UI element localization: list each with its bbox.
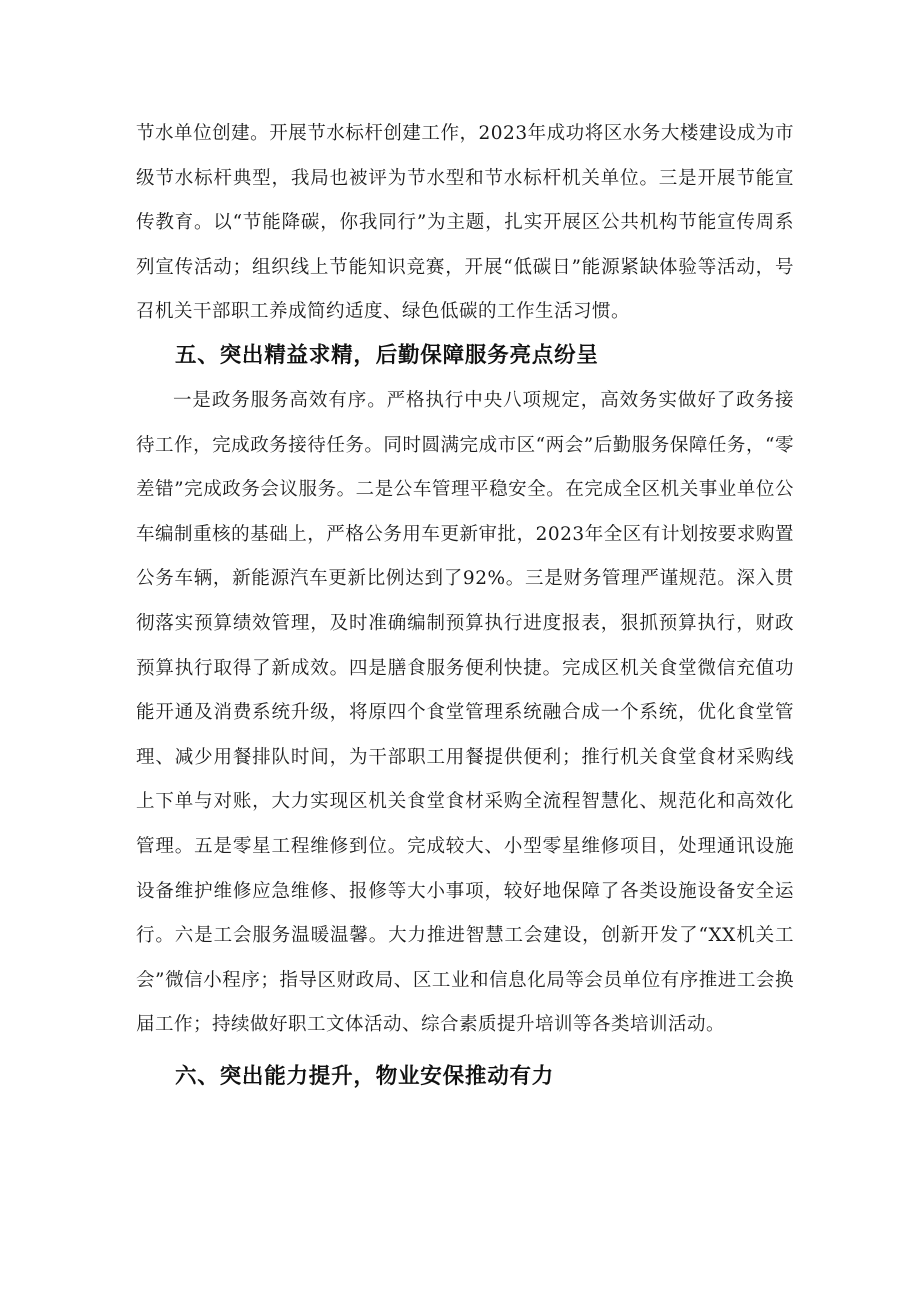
section-heading-5: 五、突出精益求精，后勤保障服务亮点纷呈 bbox=[175, 342, 599, 368]
continued-paragraph: 节水单位创建。开展节水标杆创建工作，2023年成功将区水务大楼建设成为市级节水标杆典型，我局也被评为节水型和节水标杆机关单位。三是开展节能宣传教育。以“节能降碳，你我同行”为主题，扎实开展区公共机构节能宣传周系列宣传活动；组织线上节能知识竞赛，开展“低碳日”能源紧缺体验等活动，号召机关干部职工养成简约适度、绿色低碳的工作生活习惯。 bbox=[136, 123, 794, 323]
section-5-paragraph: 一是政务服务高效有序。严格执行中央八项规定，高效务实做好了政务接待工作，完成政务接待任务。同时圆满完成市区“两会”后勤服务保障任务，“零差错”完成政务会议服务。二是公车管理平稳安全。在完成全区机关事业单位公车编制重核的基础上，严格公务用车更新审批，2023年全区有计划按要求购置公务车辆，新能源汽车更新比例达到了92%。三是财务管理严谨规范。深入贯彻落实预算绩效管理，及时准确编制预算执行进度报表，狠抓预算执行，财政预算执行取得了新成效。四是膳食服务便利快捷。完成区机关食堂微信充值功能开通及消费系统升级，将原四个食堂管理系统融合成一个系统，优化食堂管理、减少用餐排队时间，为干部职工用餐提供便利；推行机关食堂食材采购线上下单与对账，大力实现区机关食堂食材采购全流程智慧化、规范化和高效化管理。五是零星工程维修到位。完成较大、小型零星维修项目，处理通讯设施设备维护维修应急维修、报修等大小事项，较好地保障了各类设施设备安全运行。六是工会服务温暖温馨。大力推进智慧工会建设，创新开发了“XX机关工会”微信小程序；指导区财政局、区工业和信息化局等会员单位有序推进工会换届工作；持续做好职工文体活动、综合素质提升培训等各类培训活动。 bbox=[136, 389, 794, 1036]
document-body bbox=[136, 112, 794, 1100]
section-heading-6: 六、突出能力提升，物业安保推动有力 bbox=[175, 1063, 555, 1089]
